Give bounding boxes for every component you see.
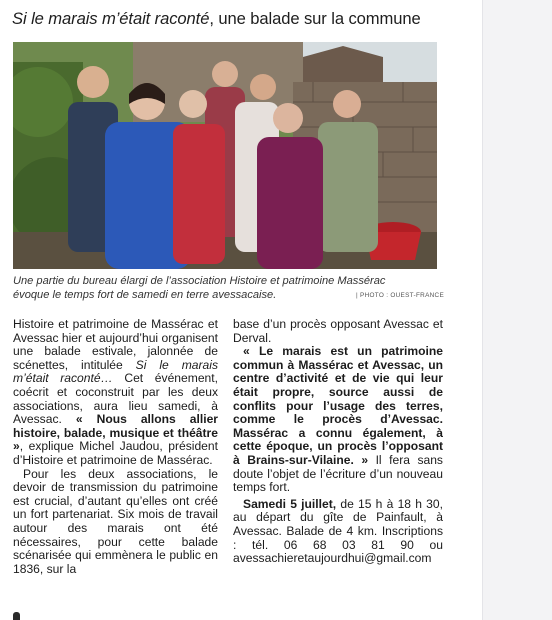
- text-run: Cet événement, coécrit et coconstruit par les deux associations, aura lieu samedi, à Avessac.: [13, 371, 218, 427]
- group-photo-illustration: [13, 42, 437, 269]
- article-photo: [13, 42, 437, 269]
- headline-rest: , une balade sur la commune: [209, 9, 421, 28]
- next-article-glyph: [13, 612, 20, 620]
- article-column-left: [13, 318, 218, 576]
- article-headline: [12, 9, 478, 29]
- headline-italic: Si le marais m’était raconté: [12, 9, 210, 28]
- event-details: de 15 h à 18 h 30, au départ du gîte de Painfault, à Avessac. Balade de 4 km. Inscriptions : tél. 06 68 03 81 90 ou avessachieretaujourdhui@gmail.com: [233, 496, 443, 566]
- quote-bold: « Nous allons allier histoire, balade, musique et théâtre »: [13, 412, 218, 454]
- text-run: Histoire et patrimoine de Massérac et Avessac hier et aujourd’hui organisent une balade estivale, jalonnée de scénettes, intitulée: [13, 317, 218, 372]
- event-date: Samedi 5 juillet,: [243, 496, 337, 511]
- page-margin: [482, 0, 552, 620]
- title-italic: Si le marais m’était raconté…: [13, 357, 218, 386]
- quote-bold: « Le marais est un patrimoine commun à Massérac et Avessac, un centre d’activité et de vie qui leur était propre, source aussi de conflits pour l’usage des terres, comme le procès d’Avessac. Massérac a connu également, à cette époque, un procès l’opposant à Brains-sur-Vilaine. »: [233, 344, 443, 467]
- caption-line: Une partie du bureau élargi de l’association Histoire et patrimoine Massérac: [13, 275, 386, 287]
- paragraph: base d’un procès opposant Avessac et Derval.: [233, 317, 443, 345]
- text-run: Il fera sans doute l’objet de l’écriture d’un nouveau temps fort.: [233, 452, 443, 495]
- photo-credit: | PHOTO : OUEST-FRANCE: [356, 292, 445, 299]
- article-column-right: [233, 318, 443, 566]
- paragraph: [233, 498, 443, 566]
- text-run: , explique Michel Jaudou, président d’Histoire et patrimoine de Massérac.: [13, 439, 218, 467]
- paragraph: [13, 318, 218, 468]
- caption-line: évoque le temps fort de samedi en terre avessacaise.: [13, 289, 277, 301]
- paragraph: Pour les deux associations, le devoir de transmission du patrimoine est crucial, d’autant qu’elles ont créé un fort partenariat. Six mois de travail autour des marais ont été nécessaires, pour cette balade scénarisée qui emmènera le public en 1836, sur la: [13, 466, 218, 576]
- paragraph: [233, 345, 443, 495]
